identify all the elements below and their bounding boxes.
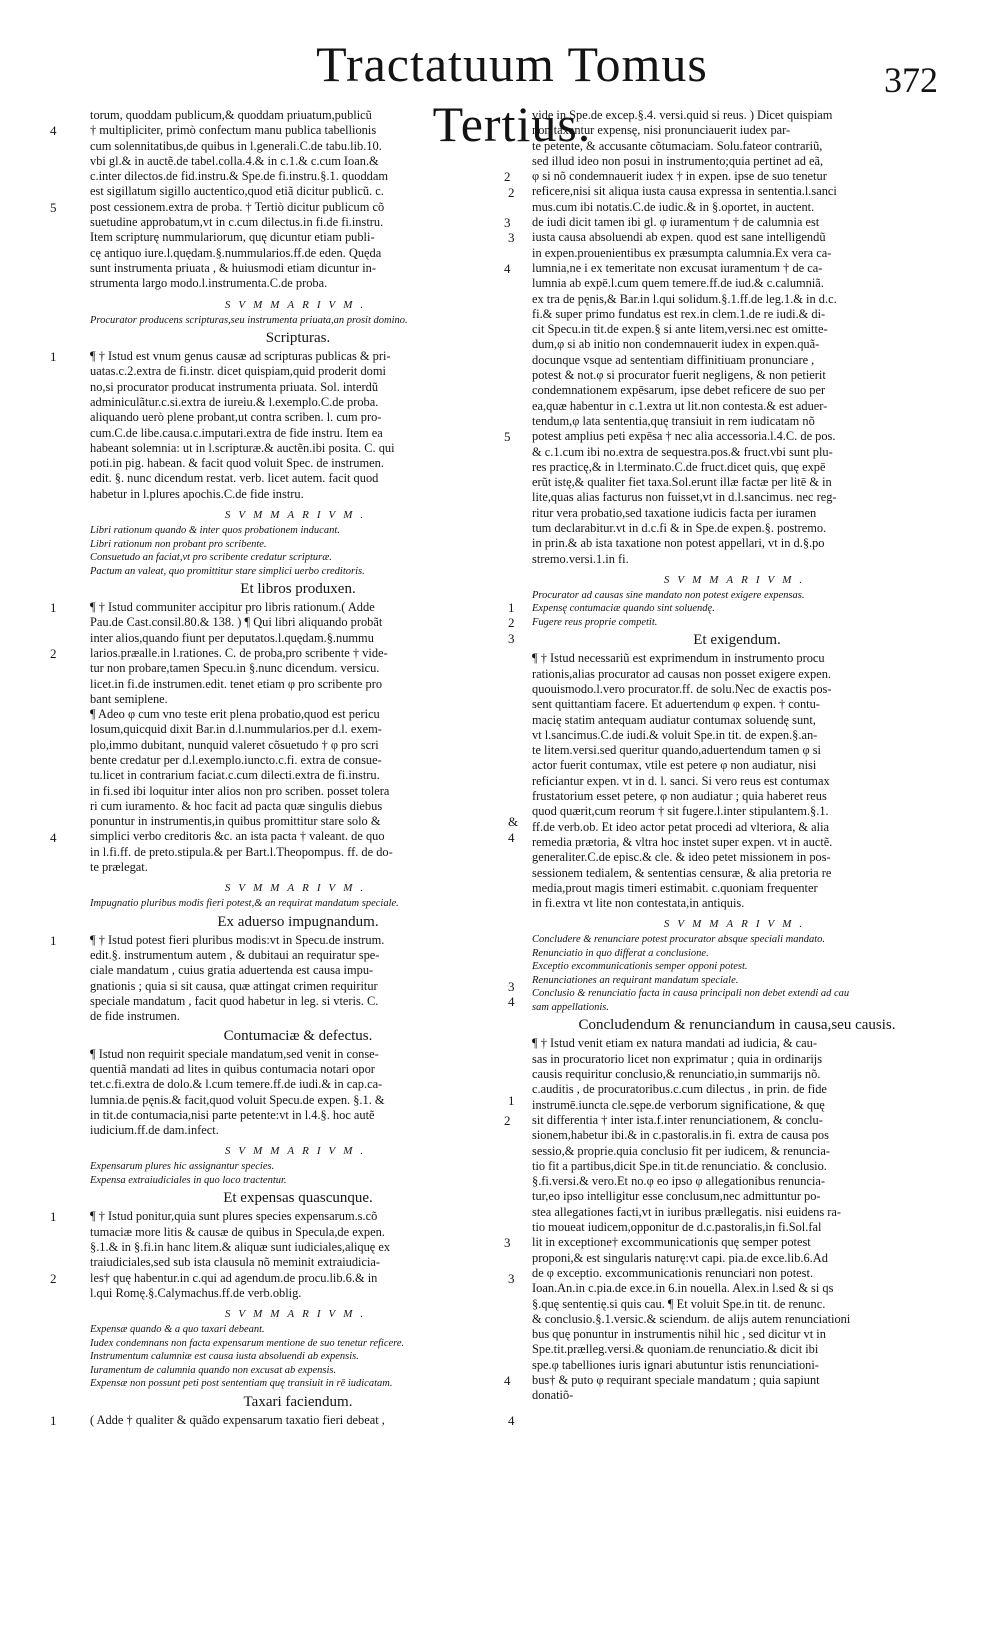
text-line: sas in procuratorio licet non exprimatur ; quia in ordinarijs <box>532 1051 823 1066</box>
text-line: mus.cum ibi notatis.C.de iudic.& in §.oportet, in auctent. <box>532 199 815 214</box>
text-line: tendum,φ lata sententia,quę transiuit in rem iudicatam nõ <box>532 413 815 428</box>
text-line: no,si procurator producat instrumenta priuata. Sol. interdũ <box>90 379 379 394</box>
text-line: potest amplius peti expēsa † nec alia accessoria.l.4.C. de pos. <box>532 429 836 444</box>
text-line: vbi gl.& in auctẽ.de tabel.colla.4.& in c.1.& c.cum Ioan.& <box>90 153 379 168</box>
margin-note-number: 1 <box>50 1412 57 1428</box>
text-paragraph <box>90 1046 515 1139</box>
text-line: ¶ Istud non requirit speciale mandatum,sed venit in conse- <box>90 1046 379 1061</box>
text-line: poti.in pig. habean. & facit quod voluit Spec. de instrumen. <box>90 456 384 471</box>
summarium-text: Libri rationum non probant pro scribente. <box>90 538 267 550</box>
text-line: sent quittantiam facere. Et aduertendum φ expen. † contu- <box>532 697 820 712</box>
summarium-text: Expensarum plures hic assignantur species. <box>90 1161 275 1173</box>
text-line: torum, quoddam publicum,& quoddam priuatum,publicũ <box>90 108 372 122</box>
text-line: spe.φ tabelliones iuris ignari abutuntur istis renunciationi- <box>532 1357 819 1372</box>
text-line: c.auditis , de procuratoribus.c.cum dilectus , in prin. de fide <box>532 1082 827 1097</box>
summarium-item <box>90 1377 506 1391</box>
summarium-title: SVMMARIVM. <box>224 1145 372 1158</box>
running-title: Tractatuum Tomus Tertius. <box>316 36 708 152</box>
text-line: macię statim antequam audiatur contumax soluendę sunt, <box>532 712 816 727</box>
text-line: lumnia ab expē.l.cum quem temere.ff.de iud.& c.calumniã. <box>532 276 824 291</box>
text-line: de iudi dicit tamen ibi gl. φ iuramentum † de calumnia est <box>532 215 820 230</box>
text-line: Pau.de Cast.consil.80.& 138. ) ¶ Qui libri aliquando probãt <box>90 615 383 630</box>
text-line: ( Adde † qualiter & quãdo expensarum taxatio fieri debeat , <box>90 1412 385 1427</box>
text-line: in fi.sed ibi loquitur inter alios non pro scriben. posset tolera <box>90 783 390 798</box>
summarium-text: Procurator producens scripturas,seu instrumenta priuata,an prosit domino. <box>90 314 408 326</box>
summarium-text: Renunciationes an requirant mandatum speciale. <box>532 974 739 986</box>
text-line: lite,quas alias facturus non fuisset,vt in d.l.sancimus. nec reg- <box>532 490 837 505</box>
text-line: non taxantur expensę, nisi pronunciauerit iudex par- <box>532 123 791 138</box>
summarium-title: SVMMARIVM. <box>224 509 372 522</box>
text-line: l.qui Romę.§.Calymachus.ff.de verb.oblig. <box>90 1285 302 1300</box>
text-line: Spe.tit.prælleg.versi.& quoniam.de renunciatio.& dicit ibi <box>532 1342 819 1357</box>
text-line: in tit.de contumacia,nisi parte petente:vt in l.4.§. hoc autẽ <box>90 1107 375 1122</box>
summarium-text: Pactum an valeat, quo promittitur stare simplici uerbo creditoris. <box>90 565 365 577</box>
text-line: bente credatur per d.l.exemplo.iuncto.c.fi. extra de consue- <box>90 753 382 767</box>
text-line: in l.fi.ff. de preto.stipula.& per Bart.l.Theopompus. ff. de do- <box>90 844 393 859</box>
summarium-text: Exceptio excommunicationis semper opponi potest. <box>532 961 748 973</box>
text-line: losum,quicquid dixit Bar.in d.l.nummularios.per d.l. exem- <box>90 722 382 737</box>
text-paragraph <box>50 108 515 292</box>
margin-note-number: 2 <box>50 645 57 661</box>
text-line: ritur vera probatio,sed taxatione iudicis facta per iuramen <box>532 505 817 520</box>
text-line: sessio,& proprie.quia conclusio fit per iudicem, & renuncia- <box>532 1143 830 1158</box>
text-line: stea allegationes facti,vt in iuribus prællegatis. nisi euidens ra- <box>532 1204 841 1219</box>
margin-note-number: 2 <box>50 1270 57 1286</box>
text-line: cit Specu.in tit.de expen.§ si ante litem,versi.nec est omitte- <box>532 322 828 337</box>
summarium-item <box>90 897 506 911</box>
text-line: tur,eo ipso intelligitur esse conclusum,nec admittuntur po- <box>532 1189 821 1204</box>
section-heading: Ex aduerso impugnandum. <box>217 913 379 930</box>
summarium-title: SVMMARIVM. <box>224 882 372 895</box>
text-line: gnationis ; quia si sit causa, quæ attingat crimen requiritur <box>90 978 378 993</box>
text-line: iusta causa absoluendi ab expen. quod est sane intelligendũ <box>532 230 826 245</box>
text-line: remedia prætoria, & vltra hoc instet super expen. vt in auctẽ. <box>532 834 833 849</box>
text-line: edit. §. nunc dicendum restat. verb. licet autem. facit quod <box>90 471 379 486</box>
text-line: larios.præalle.in l.rationes. C. de proba,pro scribente † vide- <box>90 645 388 660</box>
text-line: † multipliciter, primò confectum manu publica tabellionis <box>90 123 377 138</box>
margin-note-number: 1 <box>508 600 515 616</box>
text-line: ¶ † Istud communiter accipitur pro libris rationum.( Adde <box>90 600 375 615</box>
text-line: res practicę,& in l.terminato.C.de fruct.dicet quis, quę expē <box>532 459 826 474</box>
text-line: dum,φ si ab initio non condemnauerit iudex in expen.quã- <box>532 337 820 352</box>
text-line: & c.1.cum ibi no.extra de sequestra.pos.& fruct.vbi sunt plu- <box>532 444 833 459</box>
text-line: condemnationem expēsarum, ipse debet reficere de suo per <box>532 383 826 398</box>
text-line: donatiõ- <box>532 1388 574 1403</box>
summarium-item <box>532 960 942 974</box>
text-line: instrumē.iuncta cle.sępe.de verborum significatione, & quę <box>532 1097 825 1112</box>
text-line: §.quę sententię.si quis cau. ¶ Et voluit Spe.in tit. de renunc. <box>532 1296 826 1311</box>
summarium-item <box>532 987 942 1001</box>
summarium-text: Consuetudo an faciat,vt pro scribente credatur scripturæ. <box>90 552 332 564</box>
summarium-item <box>90 1174 506 1188</box>
summarium-item <box>90 1337 506 1351</box>
text-line: quod quærit,cum reorum † sit fugere.l.inter stipulantem.§.1. <box>532 804 829 819</box>
margin-note-number: 4 <box>504 1373 511 1389</box>
summarium-item <box>90 565 506 579</box>
margin-note-number: 3 <box>504 1235 511 1251</box>
summarium-text: Expensæ non possunt peti post sententiam quę transiuit in rē iudicatam. <box>90 1378 393 1390</box>
text-line: lumnia.de pęnis.& facit,quod voluit Specu.de expen. §.1. & <box>90 1092 385 1107</box>
text-line: & conclusio.§.1.versic.& sciendum. de alijs autem renunciationi <box>532 1311 851 1326</box>
text-line: tum declarabitur.vt in d.c.fi & in Spe.de expen.§. postremo. <box>532 521 827 536</box>
margin-note-number: 1 <box>508 1092 515 1108</box>
section-heading: Scripturas. <box>265 330 331 347</box>
text-line: tio fit a partibus,dicit Spe.in tit.de renunciatio. & conclusio. <box>532 1158 827 1173</box>
text-line: suetudine approbatum,vt in c.cum dilectus.in fi.de fi.instru. <box>90 215 384 230</box>
text-line: tur non probare,tamen Specu.in §.nunc dicendum. versicu. <box>90 661 380 676</box>
text-line: tumaciæ more litis & causæ de quibus in Specula,de expen. <box>90 1224 385 1239</box>
text-line: rationis,alias procurator ad causas non posset exigere expen. <box>532 666 831 681</box>
summarium-list <box>532 589 942 630</box>
text-line: sunt instrumenta priuata , & huiusmodi etiam dicuntur in- <box>90 260 376 275</box>
summarium-list <box>90 897 506 911</box>
summarium-item <box>90 314 506 328</box>
summarium-text: Instrumentum calumniæ est causa iusta absoluendi ab expensis. <box>90 1351 359 1363</box>
margin-note-number: 5 <box>504 429 511 445</box>
text-line: actor fuerit contumax, vtile est petere φ non audiatur, nisi <box>532 758 817 773</box>
text-paragraph <box>50 349 506 502</box>
section-heading: Et expensas quascunque. <box>223 1190 373 1207</box>
text-line: bus quę ponuntur in instrumentis nihil hic , sed dicitur vt in <box>532 1327 826 1342</box>
text-line: stremo.versi.1.in fi. <box>532 551 629 566</box>
text-line: est sigillatum sigillo auctentico,quod etiã dicitur publicũ. c. <box>90 184 384 199</box>
section-heading: Et libros produxen. <box>240 581 356 598</box>
text-line: de φ exceptio. excommunicationis renunciari non potest. <box>532 1265 814 1280</box>
text-line: speciale mandatum , facit quod habetur in leg. si vteris. C. <box>90 994 379 1009</box>
text-line: in prin.& ab ista taxatione non potest appellari, vt in d.§.po <box>532 536 825 551</box>
text-line: ¶ † Istud est vnum genus causæ ad scripturas publicas & pri- <box>90 349 391 364</box>
text-line: lumnia,ne i ex temeritate non excusat iuramentum † de ca- <box>532 260 823 275</box>
margin-note-number: 3 <box>504 215 511 231</box>
margin-note-number: 4 <box>508 1412 515 1428</box>
text-line: habeant solemnia: ut in l.scripturæ.& auctẽn.ibi posita. C. qui <box>90 440 395 455</box>
text-line: ¶ † Istud ponitur,quia sunt plures species expensarum.s.cõ <box>90 1209 378 1224</box>
margin-note-number: 3 <box>508 1270 515 1286</box>
text-line: docunque vsque ad sententiam diffinitiuam pronunciare , <box>532 352 815 367</box>
summarium-item <box>532 616 942 630</box>
summarium-text: Expensa extraiudiciales in quo loco tractentur. <box>90 1174 287 1186</box>
summarium-list <box>90 314 506 328</box>
text-line: edit.§. instrumentum autem , & dubitaui an requiratur spe- <box>90 948 380 963</box>
text-line: ¶ † Istud necessariũ est exprimendum in instrumento procu <box>532 651 825 666</box>
text-line: reficere,nisi sit aliqua iusta causa expressa in sententia.l.sanci <box>532 184 837 199</box>
text-line: φ si nõ condemnauerit iudex † in expen. ipse de suo tenetur <box>532 169 827 184</box>
text-line: strumenta largo modo.l.instrumenta.C.de proba. <box>90 276 328 291</box>
margin-note-number: 4 <box>508 994 515 1010</box>
margin-note-number: 5 <box>50 199 57 215</box>
text-line: uatas.c.2.extra de fi.instr. dicet quispiam,quid proderit domi <box>90 364 386 379</box>
summarium-text: Expensæ quando & a quo taxari debeant. <box>90 1324 265 1336</box>
text-line: sed illud ideo non posui in instrumento;quia pertinet ad eã, <box>532 153 824 168</box>
text-line: proponi,& est singularis naturę:vt capi. pia.de exce.lib.6.Ad <box>532 1250 828 1265</box>
summarium-list <box>90 1160 506 1187</box>
text-paragraph <box>504 1036 942 1403</box>
text-paragraph <box>50 932 515 1025</box>
text-line: te petente, & accusante cõtumaciam. Solu.fateor contrariũ, <box>532 138 823 153</box>
text-line: ff.de verb.ob. Et ideo actor petat procedi ad vlteriora, & alia <box>532 819 830 834</box>
summarium-list <box>532 933 942 1014</box>
summarium-text: Fugere reus proprie competit. <box>532 616 658 628</box>
summarium-text: sam appellationis. <box>532 1001 610 1013</box>
summarium-item <box>90 1350 506 1364</box>
text-line: inter alios,quando fiunt per deputatos.l.quędam.§.nummu <box>90 630 374 645</box>
summarium-text: Concludere & renunciare potest procurator absque speciali mandato. <box>532 934 825 946</box>
margin-note-number: & <box>508 814 519 830</box>
summarium-list <box>90 1323 506 1391</box>
text-line: bant semiplene. <box>90 691 168 706</box>
summarium-item <box>90 1364 506 1378</box>
margin-note-number: 2 <box>504 169 511 185</box>
text-line: simplici verbo creditoris &c. an ista pacta † valeant. de quo <box>90 829 385 844</box>
margin-note-number: 4 <box>508 829 515 845</box>
summarium-text: Iudex condemnans non facta expensarum mentione de suo tenetur reficere. <box>90 1337 405 1349</box>
summarium-title: SVMMARIVM. <box>663 918 811 931</box>
summarium-item <box>90 551 506 565</box>
text-line: post cessionem.extra de proba. † Tertiò dicitur publicum cõ <box>90 199 385 214</box>
text-line: Ioan.An.in c.pia.de exce.in 6.in nouella. Alex.in l.sed & si qs <box>532 1281 834 1296</box>
margin-note-number: 4 <box>504 261 511 276</box>
summarium-text: Conclusio & renunciatio facta in causa principali non debet extendi ad cau <box>532 988 850 1000</box>
text-line: lit in exceptione† excommunicationis quę semper potest <box>532 1235 811 1250</box>
text-line: ea,quæ habentur in c.1.extra ut lit.non contesta.& est aduer- <box>532 398 828 413</box>
text-line: bus† & puto φ requirant speciale mandatum ; quia sapiunt <box>532 1372 820 1387</box>
margin-note-number: 2 <box>504 1112 511 1128</box>
text-paragraph <box>50 1209 515 1301</box>
text-line: iudicium.ff.de dam.infect. <box>90 1123 219 1138</box>
text-line: sionem,habetur ibi.& in c.pastoralis.in fi. extra de causa pos <box>532 1128 829 1143</box>
text-line: c.inter dilectos.de fid.instru.& Spe.de fi.instru.§.1. quoddam <box>90 169 389 184</box>
summarium-title: SVMMARIVM. <box>663 573 811 586</box>
text-paragraph <box>532 651 942 911</box>
text-paragraph <box>504 108 942 567</box>
margin-note-number: 4 <box>50 829 57 845</box>
text-paragraph <box>50 707 519 875</box>
text-line: causis requiritur conclusio,& renunciatio,in summarijs nõ. <box>532 1067 821 1082</box>
text-line: media,prout magis timeri estimabit. c.quoniam frequenter <box>532 880 818 895</box>
text-line: tio moueat iudicem,opponitur de d.c.pastoralis,in fi.Sol.fal <box>532 1220 822 1235</box>
margin-note-number: 1 <box>50 1209 57 1225</box>
text-line: aliquando uerò plene probant,ut contra scriben. l. cum pro- <box>90 410 382 425</box>
right-column <box>504 108 942 1404</box>
margin-note-number: 2 <box>508 184 515 200</box>
text-line: vt l.sancimus.C.de iudi.& voluit Spe.in tit. de expen.§.an- <box>532 727 818 742</box>
text-line: te litem.versi.sed queritur quando,aduertendum tamen φ si <box>532 743 821 758</box>
summarium-text: Expensę contumaciæ quando sint soluendę. <box>532 603 715 615</box>
summarium-item <box>90 1160 506 1174</box>
text-line: reficiantur expen. vt in d. l. sanci. Si vero reus est contumax <box>532 773 830 788</box>
text-line: sessionem tedialem, & sententias censuræ, & alia pretoria re <box>532 865 832 880</box>
page-number: 372 <box>884 60 938 100</box>
section-heading: Concludendum & renunciandum in causa,seu causis. <box>578 1017 896 1034</box>
summarium-text: Renunciatio in quo differat a conclusione. <box>532 947 709 959</box>
margin-note-number: 3 <box>508 630 515 646</box>
summarium-item <box>90 524 506 538</box>
text-line: vide in Spe.de excep.§.4. versi.quid si reus. ) Dicet quispiam <box>532 108 833 122</box>
text-line: ¶ † Istud venit etiam ex natura mandati ad iudicia, & cau- <box>532 1036 817 1051</box>
text-line: ciale mandatum , cuius gratia aduertenda est causa impu- <box>90 963 374 978</box>
text-line: in fi.extra vt lite non contestata,in antiquis. <box>532 896 745 911</box>
summarium-text: Impugnatio pluribus modis fieri potest,& an requirat mandatum speciale. <box>90 898 399 910</box>
left-column <box>50 108 519 1428</box>
text-line: de fide instrumen. <box>90 1009 180 1024</box>
section-heading: Taxari faciendum. <box>243 1393 353 1410</box>
summarium-text: Procurator ad causas sine mandato non potest exigere expensas. <box>532 589 805 601</box>
summarium-item <box>532 933 942 947</box>
text-line: erũt istę,& qualiter fiet taxa.Sol.erunt illæ factæ per litē & in <box>532 475 832 490</box>
text-line: §.1.& in §.fi.in hanc litem.& aliquæ sunt iudiciales,aliquę ex <box>90 1240 391 1255</box>
text-line: plo,immo dubitant, nunquid valeret cõsuetudo † φ pro scri <box>90 737 379 752</box>
text-line: potest & not.φ si procurator fuerit negligens, & non petierit <box>532 368 826 383</box>
section-heading: Contumaciæ & defectus. <box>223 1027 373 1044</box>
margin-note-number: 2 <box>508 615 515 631</box>
text-line: licet.in fi.de instrumen.edit. tenet etiam φ pro scribente pro <box>90 676 383 691</box>
margin-note-number: 4 <box>50 123 57 139</box>
summarium-list <box>90 524 506 578</box>
margin-note-number: 1 <box>50 349 57 365</box>
text-line: ri cum iuramento. & hoc facit ad pacta quæ singulis diebus <box>90 798 383 813</box>
text-line: generaliter.C.de episc.& cle. & ideo petet missionem in pos- <box>532 850 831 865</box>
summarium-item <box>90 538 506 552</box>
text-line: frustatorium esset petere, φ non audiatur ; quia haberet reus <box>532 789 827 804</box>
summarium-text: Iuramentum de calumnia quando non excusat ab expensis. <box>90 1364 337 1376</box>
text-line: ¶ † Istud potest fieri pluribus modis:vt in Specu.de instrum. <box>90 932 385 947</box>
text-line: adminiculãtur.c.si.extra de iureiu.& l.exemplo.C.de proba. <box>90 394 379 409</box>
text-line: in expen.prouenientibus ex præsumpta calumnia.Ex vera ca- <box>532 245 832 260</box>
text-paragraph <box>50 600 515 707</box>
text-line: cum solennitatibus,de quibus in l.generali.C.de tabu.lib.10. <box>90 138 382 153</box>
margin-note-number: 3 <box>508 230 515 246</box>
section-heading: Et exigendum. <box>693 632 781 649</box>
summarium-item <box>90 1323 506 1337</box>
text-line: traiudiciales,sed sub ista clausula nõ meminit extraiudicia- <box>90 1255 381 1270</box>
text-line: cę antiquo iure.l.quędam.§.nummularios.ff.de eden. Quęda <box>90 245 382 260</box>
text-line: habetur in l.plures apochis.C.de fide instru. <box>90 486 304 501</box>
summarium-text: Libri rationum quando & inter quos probationem inducant. <box>90 525 340 537</box>
text-paragraph <box>50 1412 515 1428</box>
text-line: tet.c.fi.extra de dolo.& l.cum temere.ff.de iudi.& in cap.ca- <box>90 1077 383 1092</box>
text-line: ¶ Adeo φ cum vno teste erit plena probatio,quod est pericu <box>90 707 380 722</box>
text-line: fi.& super primo fundatus est rex.in clem.1.de re iudi.& di- <box>532 306 826 321</box>
summarium-item <box>532 1001 942 1015</box>
text-line: quentiã mandati ad lites in quibus contumacia notari opor <box>90 1061 375 1076</box>
text-line: tu.licet in contrarium faciat.c.cum dilecti.extra de fi.instru. <box>90 768 380 783</box>
text-line: les† quę habentur.in c.qui ad agendum.de procu.lib.6.& in <box>90 1270 378 1285</box>
margin-note-number: 1 <box>50 932 57 948</box>
text-line: Item scripturę nummulariorum, quę dicuntur etiam publi- <box>90 230 375 245</box>
summarium-title: SVMMARIVM. <box>224 298 372 311</box>
text-line: sit differentia † inter ista.f.inter renunciationem, & conclu- <box>532 1112 823 1127</box>
summarium-item <box>532 589 942 603</box>
text-line: quouismodo.l.vero procurator.ff. de solu.Nec de exactis pos- <box>532 682 832 696</box>
text-line: te prælegat. <box>90 860 148 875</box>
text-line: ex tra de pęnis,& Bar.in l.qui solidum.§.1.ff.de leg.1.& in d.c. <box>532 291 837 306</box>
summarium-title: SVMMARIVM. <box>224 1308 372 1321</box>
text-line: cum.C.de libe.causa.c.imputari.extra de fide instru. Item ea <box>90 425 383 440</box>
summarium-item <box>532 974 942 988</box>
margin-note-number: 3 <box>508 978 515 994</box>
text-line: ponuntur in instrumentis,in quibus promittitur stare solo & <box>90 814 381 829</box>
margin-note-number: 1 <box>50 600 57 616</box>
text-line: §.fi.versi.& vero.Et no.φ eo ipso φ allegationibus renuncia- <box>532 1174 826 1189</box>
summarium-item <box>532 602 942 616</box>
summarium-item <box>532 947 942 961</box>
